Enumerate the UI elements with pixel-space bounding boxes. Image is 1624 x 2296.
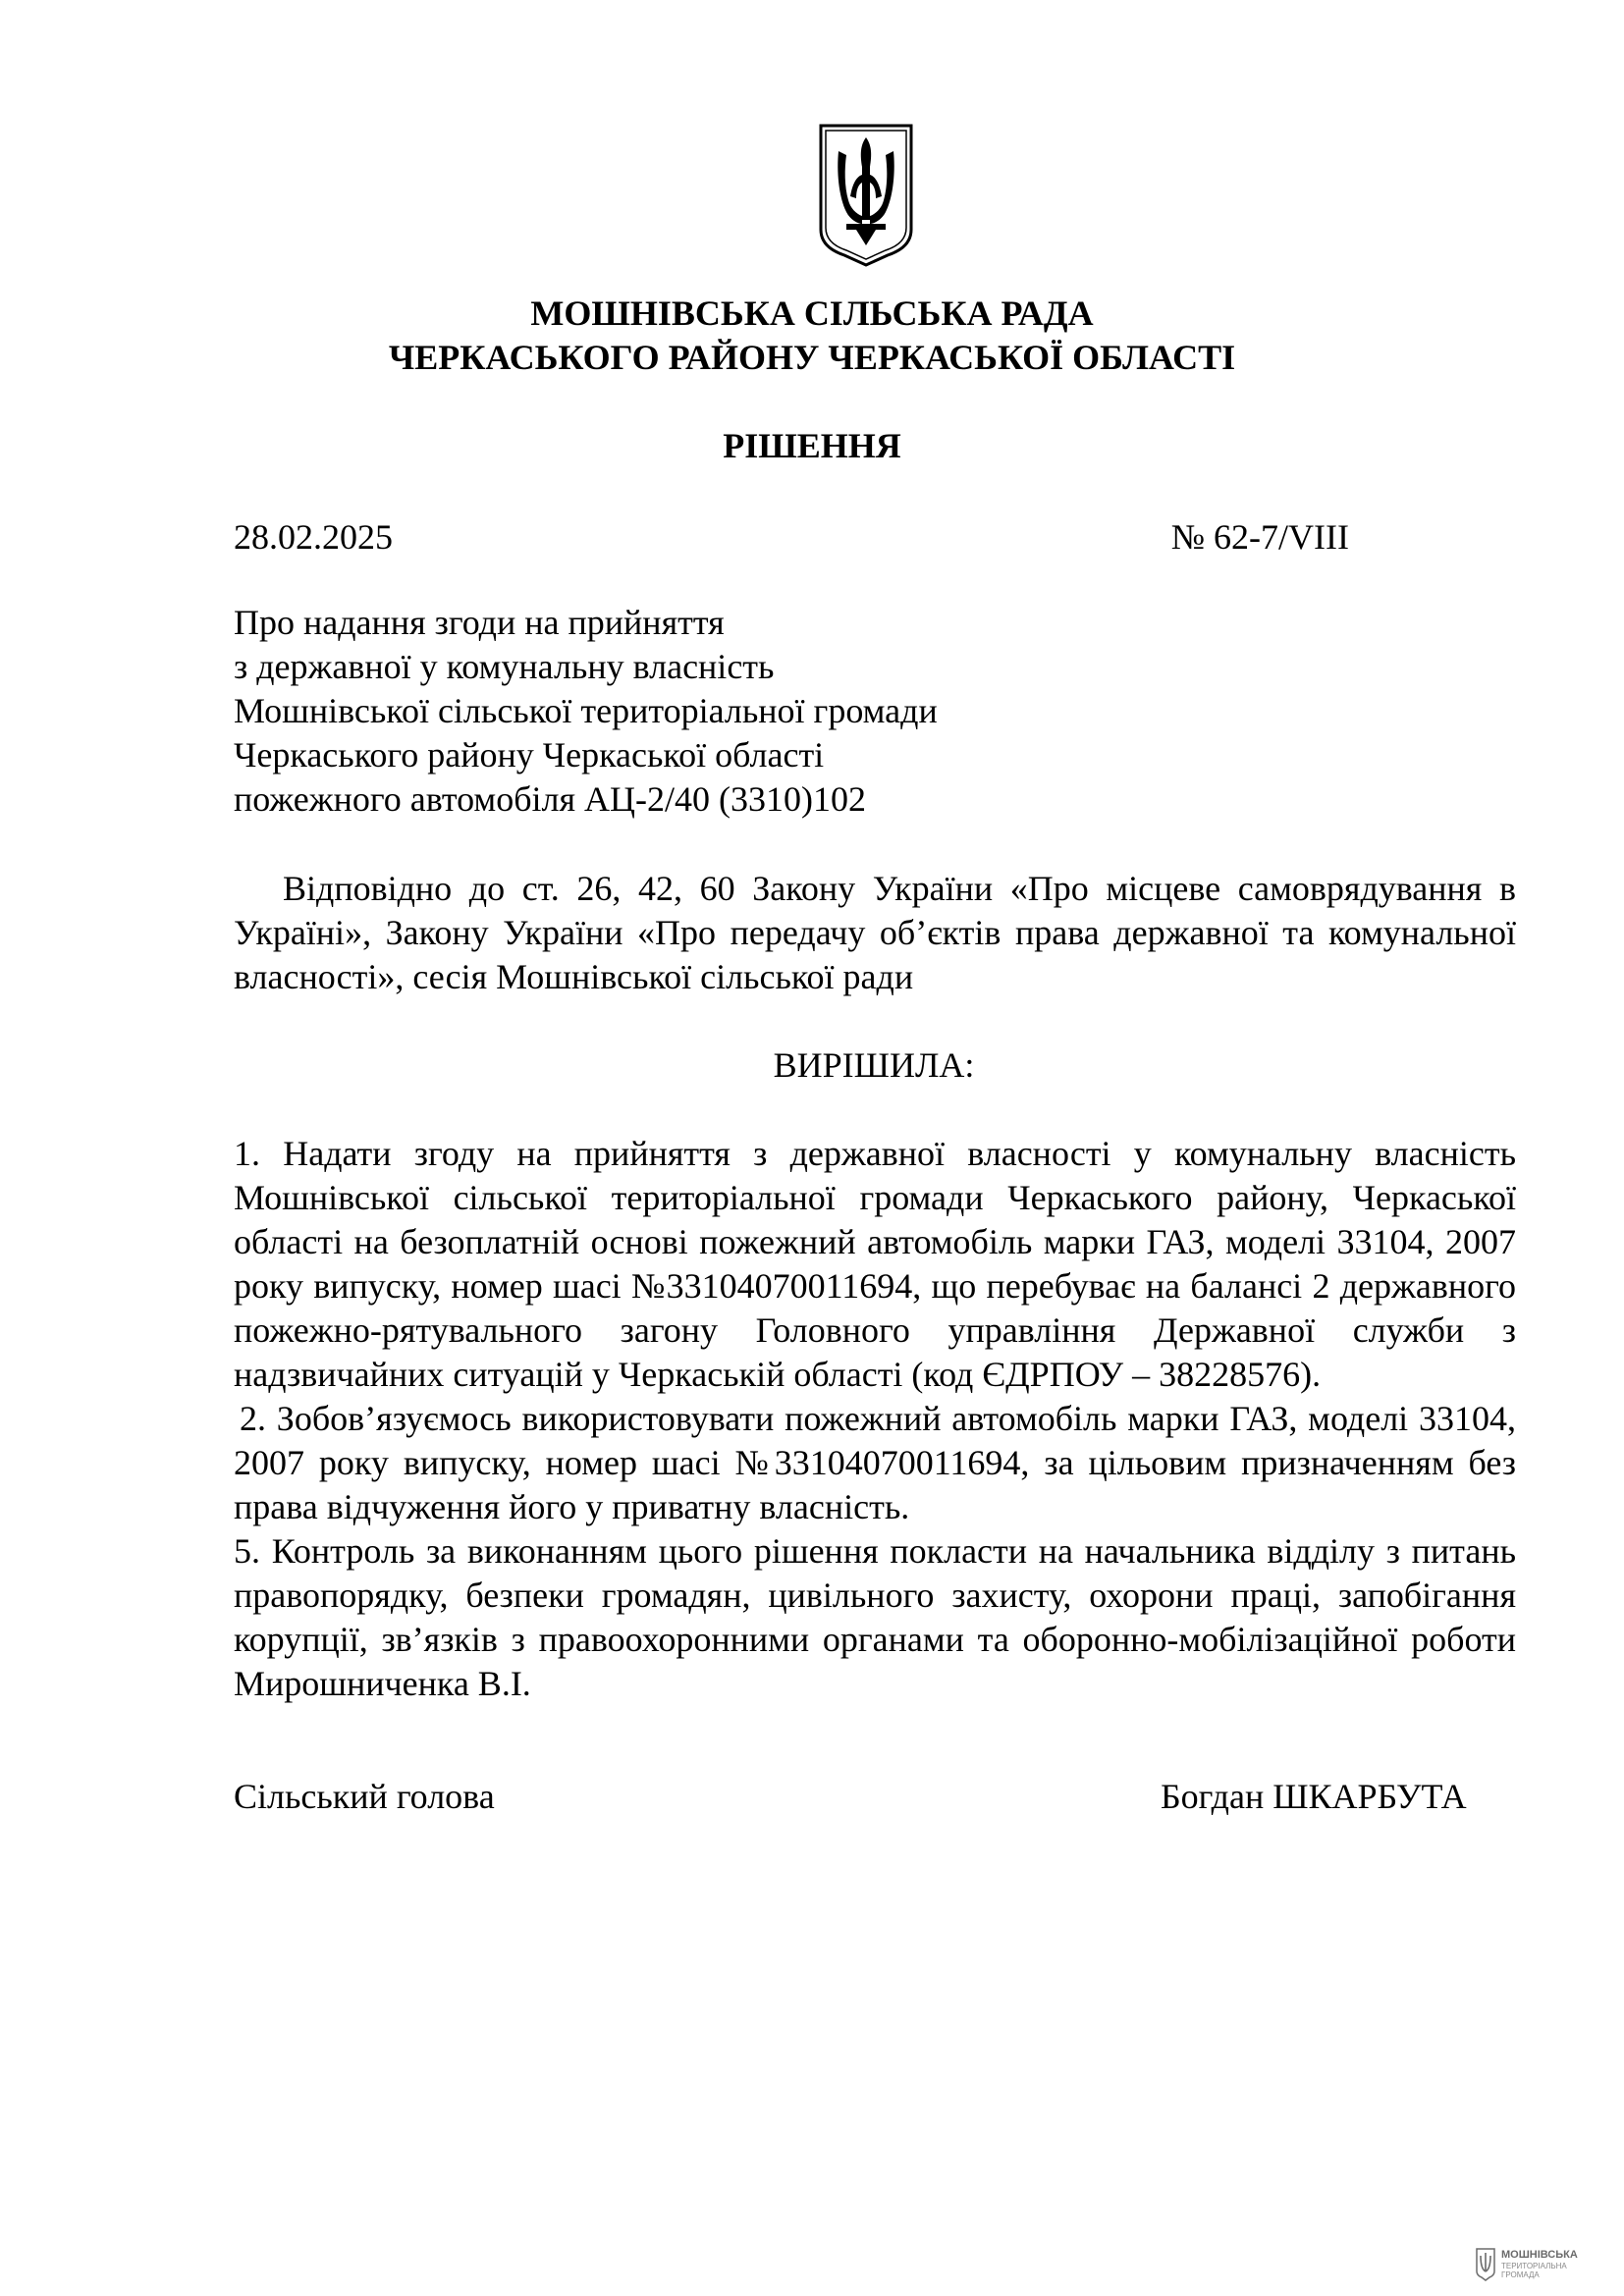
decision-number: № 62-7/VIII [1170, 517, 1349, 557]
community-logo [1476, 2248, 1603, 2287]
document-type-title: РІШЕННЯ [723, 426, 901, 465]
logo-subtitle: ГРОМАДА [1501, 2270, 1540, 2279]
logo-title: МОШНІВСЬКА [1501, 2249, 1578, 2261]
decision-item: 5. Контроль за виконанням цього рішення покласти на начальника відділу з питань правопорядку, безпеки громадян, цивільного захисту, охорони праці, запобігання корупції, зв’язків з правоохоронними органами та оборонно-мобілізаційної роботи Мирошниченка В.І. [234, 1531, 1516, 1703]
subject-line: з державної у комунальну власність [234, 647, 775, 686]
district-region: ЧЕРКАСЬКОГО РАЙОНУ ЧЕРКАСЬКОЇ ОБЛАСТІ [388, 338, 1236, 377]
subject-line: Мошнівської сільської територіальної громади [234, 691, 938, 730]
decision-item: 1. Надати згоду на прийняття з державної власності у комунальну власність Мошнівської сільської територіальної громади Черкаського району, Черкаської області на безоплатній основі пожежний автомобіль марки ГАЗ, моделі 33104, 2007 року випуску, номер шасі №33104070011694, що перебуває на балансі 2 державного пожежно-рятувального загону Головного управління Державної служби з надзвичайних ситуацій у Черкаській області (код ЄДРПОУ – 38228576). [234, 1134, 1516, 1394]
subject-line: пожежного автомобіля АЦ-2/40 (3310)102 [234, 779, 866, 819]
subject-line: Про надання згоди на прийняття [234, 603, 725, 642]
subject-line: Черкаського району Черкаської області [234, 735, 825, 774]
decision-subject [234, 601, 938, 822]
trident-logo-icon [1476, 2248, 1495, 2281]
signatory-name: Богдан ШКАРБУТА [1161, 1777, 1467, 1816]
decision-item: 2. Зобов’язуємось використовувати пожежний автомобіль марки ГАЗ, моделі 33104, 2007 року випуску, номер шасі №33104070011694, за цільовим призначенням без права відчуження його у приватну власність. [234, 1399, 1516, 1526]
resolved-label: ВИРІШИЛА: [773, 1045, 975, 1085]
signatory-title: Сільський голова [234, 1777, 495, 1816]
council-name: МОШНІВСЬКА СІЛЬСЬКА РАДА [530, 294, 1094, 333]
ukraine-trident-emblem-icon [817, 122, 915, 269]
logo-subtitle: ТЕРИТОРІАЛЬНА [1501, 2262, 1567, 2270]
preamble-paragraph: Відповідно до ст. 26, 42, 60 Закону України «Про місцеве самоврядування в Україні», Закону України «Про передачу об’єктів права державної та комунальної власності», сесія Мошнівської сільської ради [234, 869, 1516, 996]
decision-items [234, 1132, 1516, 1706]
decision-date: 28.02.2025 [234, 517, 393, 557]
